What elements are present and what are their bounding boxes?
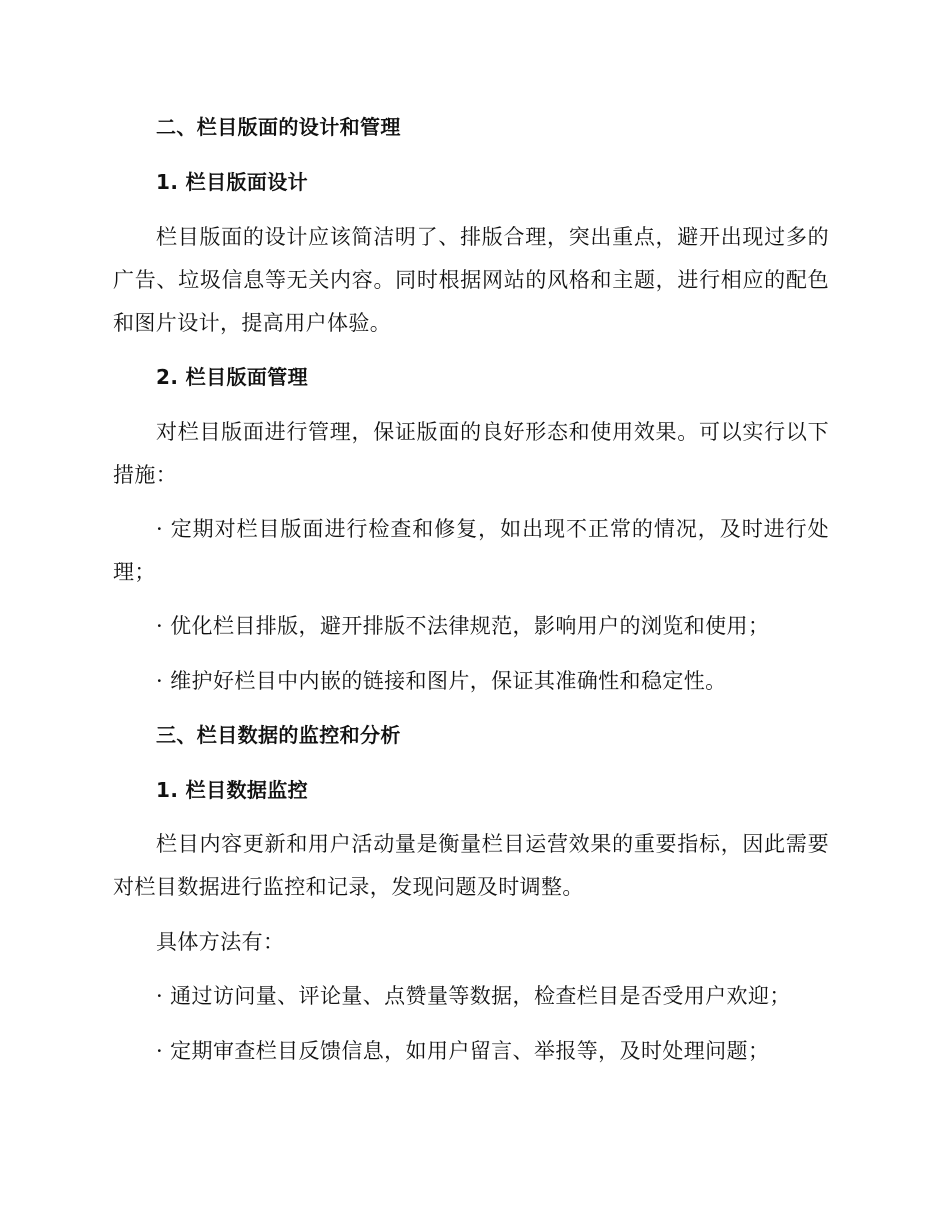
subheading-2-2: 2. 栏目版面管理 <box>156 365 309 389</box>
paragraph-3-1-methods: 具体方法有： <box>156 930 285 954</box>
bullet-2-2-2: · 优化栏目排版，避开排版不法律规范，影响用户的浏览和使用； <box>156 614 770 638</box>
paragraph-3-1-line-2: 对栏目数据进行监控和记录，发现问题及时调整。 <box>113 875 584 899</box>
paragraph-2-1-line-2: 广告、垃圾信息等无关内容。同时根据网站的风格和主题，进行相应的配色 <box>113 268 829 292</box>
bullet-2-2-1-line-2: 理； <box>113 560 156 584</box>
paragraph-3-1-line-1: 栏目内容更新和用户活动量是衡量栏目运营效果的重要指标，因此需要 <box>156 832 829 856</box>
bullet-2-2-1-line-1: · 定期对栏目版面进行检查和修复，如出现不正常的情况，及时进行处 <box>156 517 829 541</box>
paragraph-2-2-line-2: 措施： <box>113 463 178 487</box>
bullet-2-2-3: · 维护好栏目中内嵌的链接和图片，保证其准确性和稳定性。 <box>156 669 727 693</box>
section-heading-3: 三、栏目数据的监控和分析 <box>156 723 401 747</box>
paragraph-2-1-line-3: 和图片设计，提高用户体验。 <box>113 311 392 335</box>
bullet-3-1-1: · 通过访问量、评论量、点赞量等数据，检查栏目是否受用户欢迎； <box>156 984 791 1008</box>
bullet-3-1-2: · 定期审查栏目反馈信息，如用户留言、举报等，及时处理问题； <box>156 1039 770 1063</box>
subheading-3-1: 1. 栏目数据监控 <box>156 778 309 802</box>
paragraph-2-1-line-1: 栏目版面的设计应该简洁明了、排版合理，突出重点，避开出现过多的 <box>156 225 829 249</box>
paragraph-2-2-line-1: 对栏目版面进行管理，保证版面的良好形态和使用效果。可以实行以下 <box>156 420 829 444</box>
section-heading-2: 二、栏目版面的设计和管理 <box>156 115 401 139</box>
subheading-2-1: 1. 栏目版面设计 <box>156 170 309 194</box>
